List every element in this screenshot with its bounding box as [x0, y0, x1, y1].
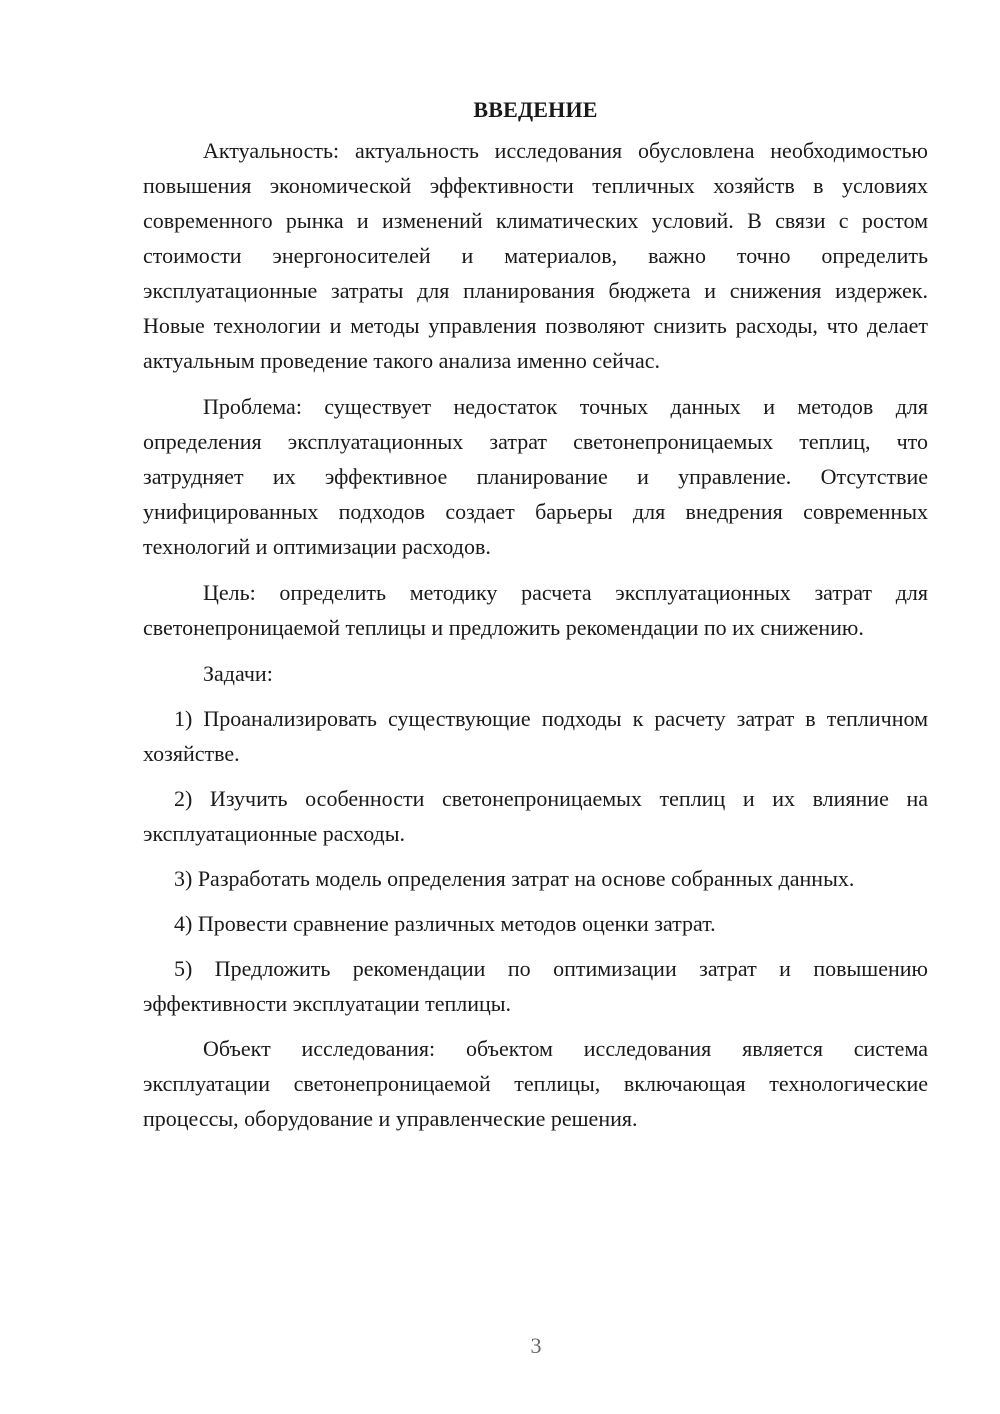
task-item: 1) Проанализировать существующие подходы к расчету затрат в тепличном хозяйстве. — [143, 706, 928, 766]
section-title: ВВЕДЕНИЕ — [473, 97, 598, 122]
goal-paragraph: Цель: определить методику расчета эксплуатационных затрат для светонепроницаемой теплицы и предложить рекомендации по их снижению. — [143, 580, 928, 640]
tasks-heading: Задачи: — [203, 661, 273, 686]
document-page — [143, 92, 928, 1147]
task-item: 4) Провести сравнение различных методов оценки затрат. — [174, 911, 716, 936]
problem-paragraph: Проблема: существует недостаток точных данных и методов для определения эксплуатационных затрат светонепроницаемых теплиц, что затрудняет их эффективное планирование и управление. Отсутствие унифицированных подходов создает барьеры для внедрения современных технологий и оптимизации расходов. — [143, 394, 928, 559]
task-item: 2) Изучить особенности светонепроницаемых теплиц и их влияние на эксплуатационные расходы. — [143, 786, 928, 846]
task-item: 5) Предложить рекомендации по оптимизации затрат и повышению эффективности эксплуатации теплицы. — [143, 956, 928, 1016]
relevance-paragraph: Актуальность: актуальность исследования обусловлена необходимостью повышения экономической эффективности тепличных хозяйств в условиях современного рынка и изменений климатических условий. В связи с ростом стоимости энергоносителей и материалов, важно точно определить эксплуатационные затраты для планирования бюджета и снижения издержек. Новые технологии и методы управления позволяют снизить расходы, что делает актуальным проведение такого анализа именно сейчас. — [143, 138, 928, 373]
task-item: 3) Разработать модель определения затрат на основе собранных данных. — [174, 866, 855, 891]
page-number: 3 — [530, 1333, 542, 1358]
object-paragraph: Объект исследования: объектом исследования является система эксплуатации светонепроницаемой теплицы, включающая технологические процессы, оборудование и управленческие решения. — [143, 1036, 928, 1131]
